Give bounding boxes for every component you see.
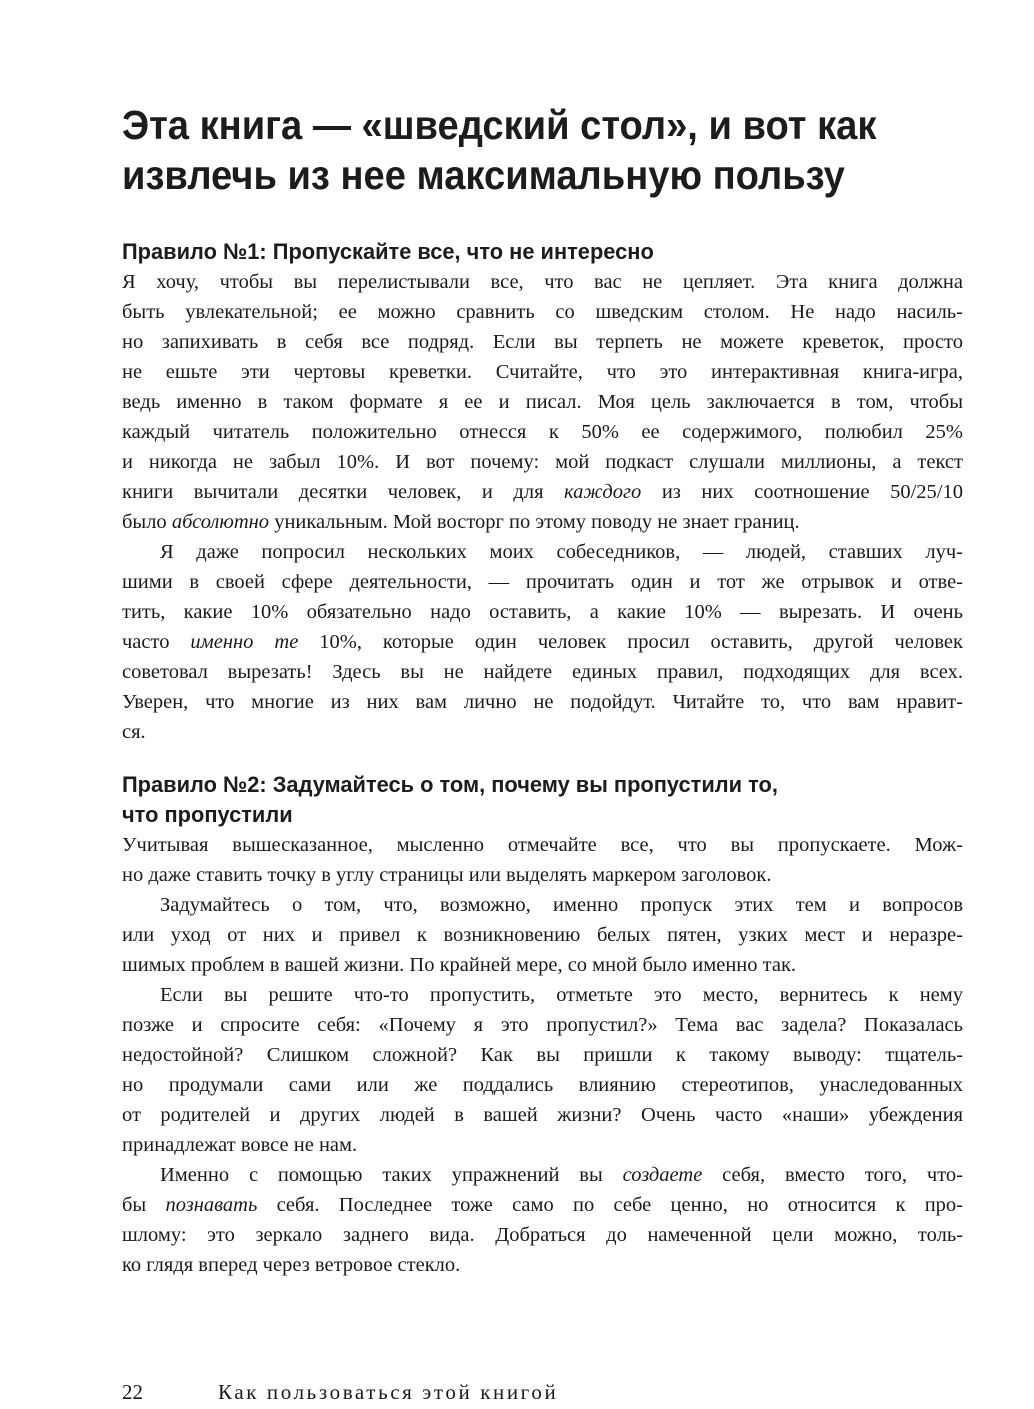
text-line [122,567,963,597]
heading-line: что пропустили [122,802,293,827]
text-run: часто [122,631,191,653]
heading-line: Правило №1: Пропускайте все, что не интересно [122,239,654,264]
text-run: советовал вырезать! Здесь вы не найдете единых правил, подходящих для всех. [122,661,963,683]
text-run: не ешьте эти чертовы креветки. Считайте, что это интерактивная книга-игра, [122,361,963,383]
running-head: Как пользоваться этой книгой [218,1380,559,1404]
text-run: Уверен, что многие из них вам лично не подойдут. Читайте то, что вам нравит- [122,691,963,713]
italic-text: именно те [190,631,299,653]
text-run: себя. Последнее тоже само по себе ценно, но относится к про- [257,1194,963,1216]
text-run: или уход от них и привел к возникновению белых пятен, узких мест и неразре- [122,924,963,946]
text-line [122,1250,963,1280]
text-run: шлому: это зеркало заднего вида. Добраться до намеченной цели можно, толь- [122,1224,963,1246]
text-run: и никогда не забыл 10%. И вот почему: мой подкаст слушали миллионы, а текст [122,451,963,473]
text-line [122,1160,963,1190]
paragraph [122,830,963,890]
text-line [122,890,963,920]
text-line [122,950,963,980]
text-run: недостойной? Слишком сложной? Как вы пришли к такому выводу: тщатель- [122,1044,963,1066]
text-line [122,860,963,890]
text-run: но запихивать в себя все подряд. Если вы терпеть не можете креветок, просто [122,331,963,353]
text-line [122,477,963,507]
text-line [122,627,963,657]
text-line [122,1040,963,1070]
text-run: уникальным. Мой восторг по этому поводу не знает границ. [269,511,800,533]
text-run: ко глядя вперед через ветровое стекло. [122,1254,461,1276]
text-line [122,267,963,297]
text-run: каждый читатель положительно отнесся к 50% ее содержимого, полюбил 25% [122,421,963,443]
paragraph [122,267,963,537]
text-line [122,657,963,687]
text-run: от родителей и других людей в вашей жизни? Очень часто «наши» убеждения [122,1104,963,1126]
text-run: Задумайтесь о том, что, возможно, именно пропуск этих тем и вопросов [160,894,963,916]
text-line [122,1100,963,1130]
text-line [122,447,963,477]
paragraph [122,537,963,747]
italic-text: познавать [165,1194,258,1216]
text-run: бы [122,1194,166,1216]
title-line: извлечь из нее максимальную пользу [122,152,845,198]
text-run: Если вы решите что-то пропустить, отметьте это место, вернитесь к нему [160,984,963,1006]
text-run: 10%, которые один человек просил оставить, другой человек [298,631,963,653]
text-line [122,387,963,417]
text-line [122,327,963,357]
text-run: тить, какие 10% обязательно надо оставить, а какие 10% — вырезать. И очень [122,601,963,623]
text-run: но даже ставить точку в углу страницы или выделять маркером заголовок. [122,864,772,886]
italic-text: каждого [564,481,642,503]
section-heading [122,237,963,267]
text-run: шимых проблем в вашей жизни. По крайней мере, со мной было именно так. [122,954,797,976]
text-line [122,1220,963,1250]
text-line [122,830,963,860]
text-run: Я даже попросил нескольких моих собеседников, — людей, ставших луч- [160,541,963,563]
paragraph [122,980,963,1160]
text-line [122,297,963,327]
paragraph [122,1160,963,1280]
text-line [122,537,963,567]
text-line [122,1010,963,1040]
text-run: шими в своей сфере деятельности, — прочитать один и тот же отрывок и отве- [122,571,963,593]
text-run: Именно с помощью таких упражнений вы [160,1164,623,1186]
text-line [122,507,963,537]
text-run: было [122,511,172,533]
section-heading [122,770,963,830]
paragraph [122,890,963,980]
heading-line: Правило №2: Задумайтесь о том, почему вы пропустили то, [122,772,778,797]
text-run: книги вычитали десятки человек, и для [122,481,565,503]
text-line [122,357,963,387]
text-line [122,597,963,627]
text-line [122,1070,963,1100]
text-line [122,980,963,1010]
text-line [122,417,963,447]
text-run: из них соотношение 50/25/10 [641,481,963,503]
text-run: но продумали сами или же поддались влиянию стереотипов, унаследованных [122,1074,963,1096]
text-run: ведь именно в таком формате я ее и писал. Моя цель заключается в том, чтобы [122,391,963,413]
italic-text: создаете [622,1164,703,1186]
text-line [122,920,963,950]
page-body [122,237,963,1280]
text-line [122,1190,963,1220]
text-run: позже и спросите себя: «Почему я это пропустил?» Тема вас задела? Показалась [122,1014,963,1036]
text-run: Я хочу, чтобы вы перелистывали все, что вас не цепляет. Эта книга должна [122,271,963,293]
text-line [122,687,963,717]
text-line [122,717,963,747]
title-line: Эта книга — «шведский стол», и вот как [122,102,877,148]
italic-text: абсолютно [171,511,270,533]
text-run: быть увлекательной; ее можно сравнить со шведским столом. Не надо насиль- [122,301,963,323]
page-title [122,100,933,200]
text-run: принадлежат вовсе не нам. [122,1134,358,1156]
page-number: 22 [122,1380,143,1404]
page-footer [122,1380,558,1405]
text-run: Учитывая вышесказанное, мысленно отмечайте все, что вы пропускаете. Мож- [122,834,963,856]
text-run: ся. [122,721,146,743]
text-line [122,1130,963,1160]
text-run: себя, вместо того, что- [702,1164,963,1186]
